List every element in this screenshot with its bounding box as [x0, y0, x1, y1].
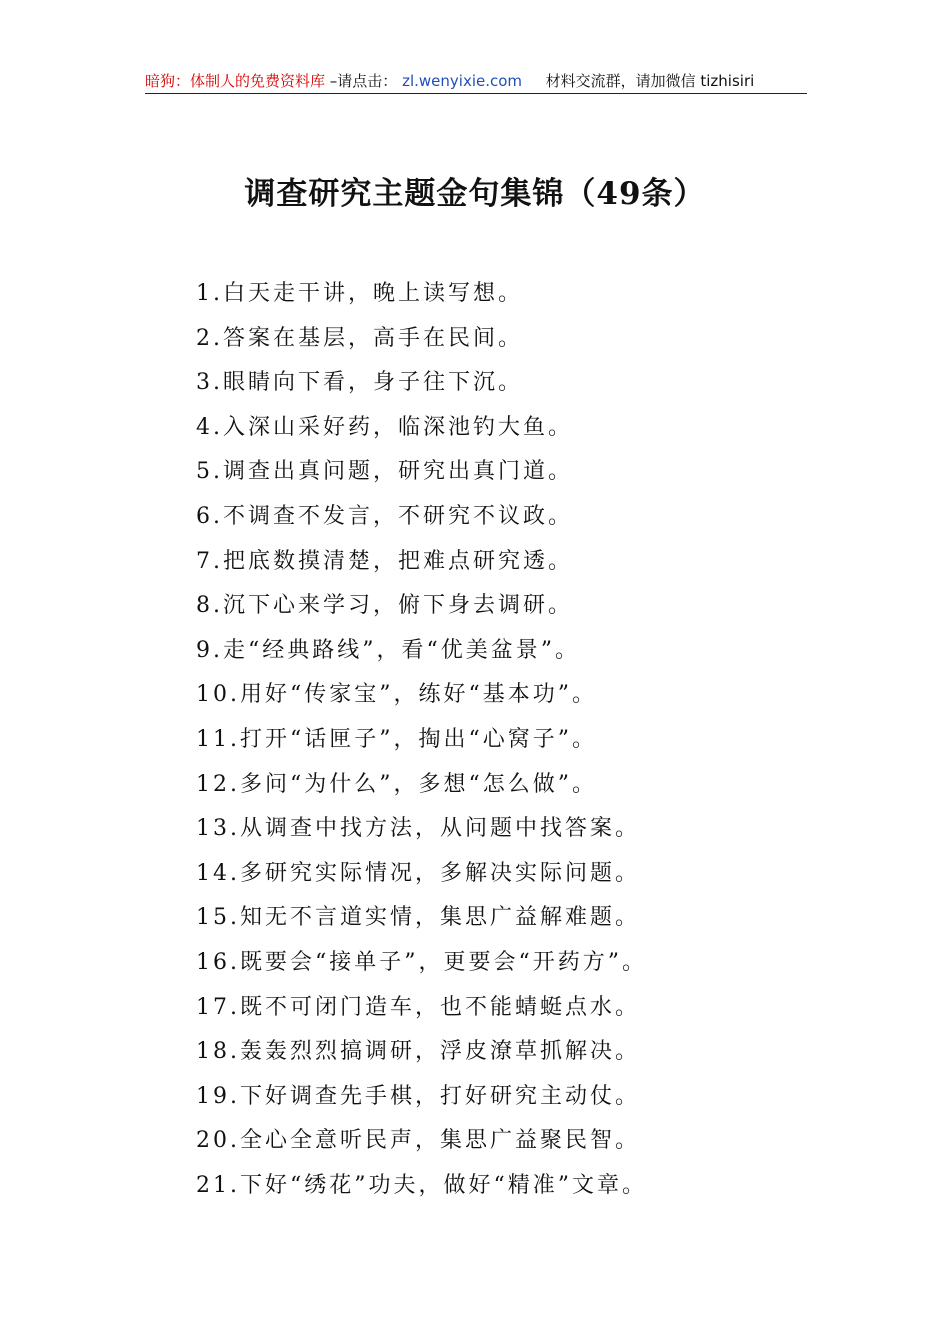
list-item: 1.白天走干讲，晚上读写想。: [196, 281, 523, 306]
document-title: 调查研究主题金句集锦（49条）: [244, 176, 706, 212]
quote-list: [196, 277, 816, 1213]
list-item: 8.沉下心来学习，俯下身去调研。: [196, 593, 573, 619]
list-item: 7.把底数摸清楚，把难点研究透。: [196, 548, 573, 574]
list-item: 13.从调查中找方法，从问题中找答案。: [196, 816, 640, 842]
list-item: 19.下好调查先手棋，打好研究主动仗。: [196, 1083, 640, 1109]
list-item: 21.下好“绣花”功夫，做好“精准”文章。: [196, 1172, 647, 1198]
list-item: 10.用好“传家宝”，练好“基本功”。: [196, 682, 597, 708]
list-item: 20.全心全意听民声，集思广益聚民智。: [196, 1128, 640, 1154]
list-item: 17.既不可闭门造车，也不能蜻蜓点水。: [196, 994, 640, 1020]
list-item: 3.眼睛向下看，身子往下沉。: [196, 370, 523, 396]
list-item: 18.轰轰烈烈搞调研，浮皮潦草抓解决。: [196, 1039, 640, 1065]
list-item: 2.答案在基层，高手在民间。: [196, 325, 523, 351]
click-label: –请点击：: [329, 72, 398, 90]
group-label: 材料交流群，请加微信 tizhisiri: [545, 72, 755, 90]
header-divider: [145, 93, 807, 94]
list-item: 16.既要会“接单子”，更要会“开药方”。: [196, 949, 647, 975]
list-item: 4.入深山采好药，临深池钓大鱼。: [196, 414, 573, 440]
page-header: [145, 70, 805, 92]
site-label: 暗狗：体制人的免费资料库: [145, 72, 326, 90]
list-item: 14.多研究实际情况，多解决实际问题。: [196, 860, 640, 886]
list-item: 9.走“经典路线”，看“优美盆景”。: [196, 637, 580, 663]
list-item: 15.知无不言道实情，集思广益解难题。: [196, 905, 640, 931]
list-item: 11.打开“话匣子”，掏出“心窝子”。: [196, 726, 597, 752]
list-item: 12.多问“为什么”，多想“怎么做”。: [196, 771, 597, 797]
list-item: 5.调查出真问题，研究出真门道。: [196, 459, 573, 485]
list-item: 6.不调查不发言，不研究不议政。: [196, 503, 573, 529]
site-link[interactable]: zl.wenyixie.com: [402, 72, 523, 90]
